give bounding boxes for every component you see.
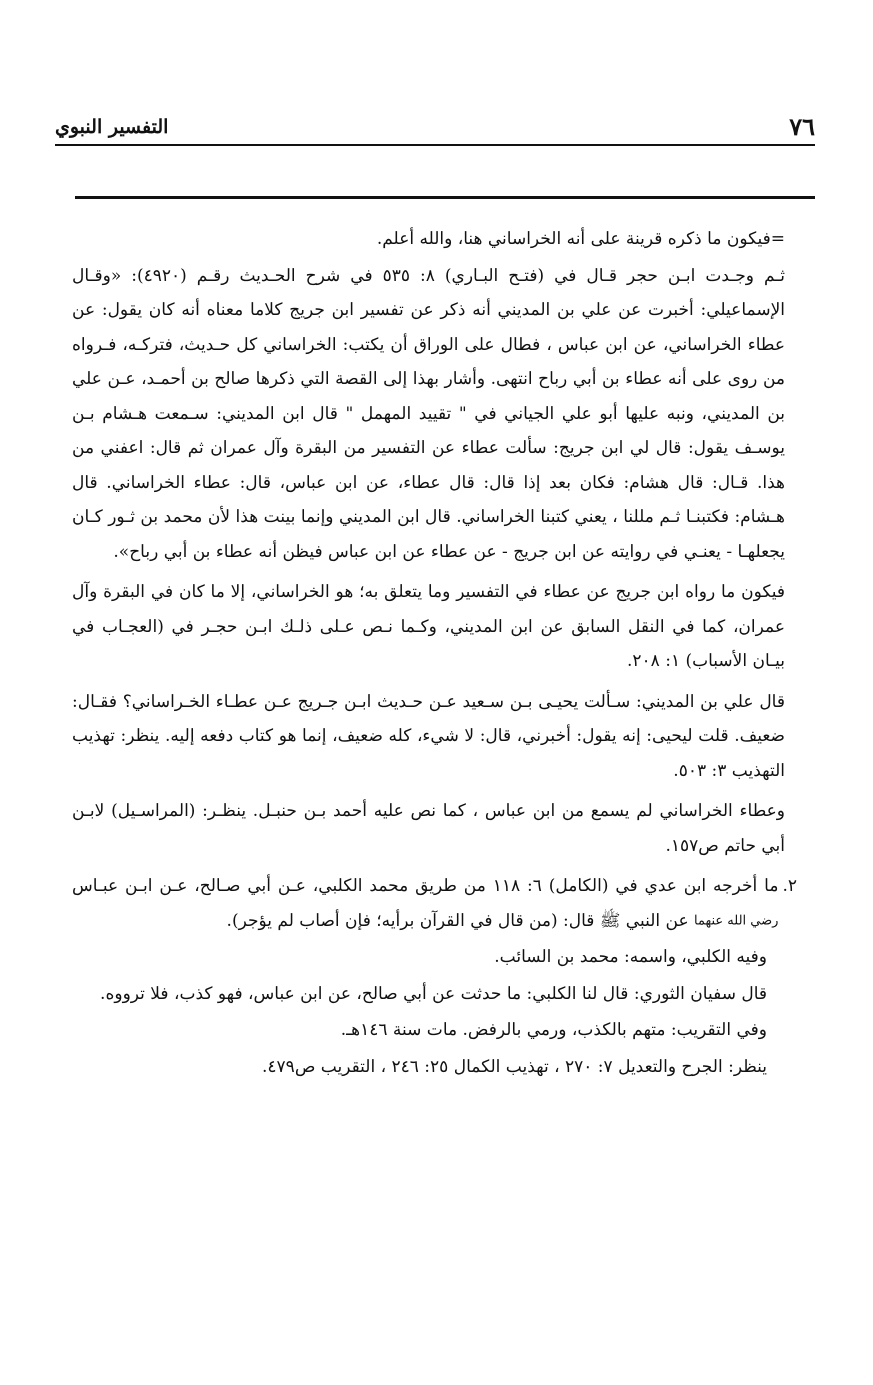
- footnote-2-text-middle: عن النبي: [625, 910, 689, 931]
- footnote-continuation-line: =فيكون ما ذكره قرينة على أنه الخراساني هنا، والله أعلم.: [376, 229, 785, 249]
- footnote-number: ٢.: [782, 876, 797, 896]
- page-number: ٧٦: [789, 112, 815, 141]
- footnote-2-line: وفيه الكلبي، واسمه: محمد بن السائب.: [494, 947, 767, 968]
- footnote-2-text-start: ما أخرجه ابن عدي في (الكامل) ٦: ١١٨ من طريق محمد الكلبي، عـن أبي صـالح، عـن ابـن عبـاس: [72, 876, 779, 896]
- footnote-2-text-end: قال: (من قال في القرآن برأيه؛ فإن أصاب لم يؤجر).: [226, 910, 595, 931]
- footnote-separator: [75, 196, 815, 199]
- footnote-paragraph: قال علي بن المديني: سـألت يحيـى بـن سـعيد عـن حـديث ابـن جـريج عـن عطـاء الخـراساني؟ فقـال: ضعيف. قلت ليحيى: إنه يقول: أخبرني، قال: لا شيء، كله ضعيف، إنما هو كتاب دفعه إليه. ينظر: تهذيب التهذيب ٣: ٥٠٣.: [72, 691, 785, 781]
- footnote-2-line: قال سفيان الثوري: قال لنا الكلبي: ما حدثت عن أبي صالح، عن ابن عباس، فهو كذب، فلا ترووه.: [100, 983, 767, 1004]
- footnote-2-text: [72, 869, 778, 938]
- footnote-paragraph: وعطاء الخراساني لم يسمع من ابن عباس ، كما نص عليه أحمد بـن حنبـل. ينظـر: (المراسـيل) لابـن أبي حاتم ص١٥٧.: [72, 801, 785, 856]
- page-header: [55, 110, 815, 146]
- footnote-2-line: ينظر: الجرح والتعديل ٧: ٢٧٠ ، تهذيب الكمال ٢٥: ٢٤٦ ، التقريب ص٤٧٩.: [262, 1056, 767, 1077]
- honorific-companion-symbol: رضي الله عنهما: [694, 912, 779, 928]
- footnote-paragraph: فيكون ما رواه ابن جريج عن عطاء في التفسير وما يتعلق به؛ هو الخراساني، إلا ما كان في البقرة وآل عمران، كما في النقل السابق عن ابن المديني، وكـما نـص عـلى ذلـك ابـن حجـر في (العجـاب في بيـان الأسباب) ١: ٢٠٨.: [72, 582, 785, 671]
- footnote-2: [72, 869, 797, 938]
- footnote-2-line: وفي التقريب: متهم بالكذب، ورمي بالرفض. مات سنة ١٤٦هـ.: [340, 1020, 767, 1041]
- footnote-paragraph: ثـم وجـدت ابـن حجر قـال في (فتـح البـاري) ٨: ٥٣٥ في شرح الحـديث رقـم (٤٩٢٠): «وقـال الإسماعيلي: أخبرت عن علي بن المديني أنه ذكر عن تفسير ابن جريج كلاما معناه أنه كان يقول: عن عطاء الخراساني، عن ابن عباس ، فطال على الوراق أن يكتب: الخراساني كل حـديث، فتركـه، فـرواه من روى على أنه عطاء بن أبي رباح انتهى. وأشار بهذا إلى القصة التي ذكرها صالح بن أحمـد، عـن علي بن المديني، ونبه عليها أبو علي الجياني في " تقييد المهمل " قال ابن المديني: سـمعت هـشام بـن يوسـف يقول: قال لي ابن جريج: سألت عطاء عن التفسير من البقرة وآل عمران ثم قال: اعفني من هذا. قـال: قال هشام: فكان بعد إذا قال: قال عطاء، عن ابن عباس، قال: عطاء الخراساني. قال هـشام: فكتبنـا ثـم مللنا ، يعني كتبنا الخراساني. قال ابن المديني وإنما بينت هذا لأن محمد بن ثـور كـان يجعلهـا - يعنـي في روايته عن ابن جريج - عن عطاء عن ابن عباس فيظن أنه عطاء بن أبي رباح».: [72, 265, 785, 562]
- footnotes: [72, 222, 797, 1086]
- honorific-prophet-symbol: ﷺ: [599, 910, 621, 931]
- running-title: التفسير النبوي: [55, 116, 169, 138]
